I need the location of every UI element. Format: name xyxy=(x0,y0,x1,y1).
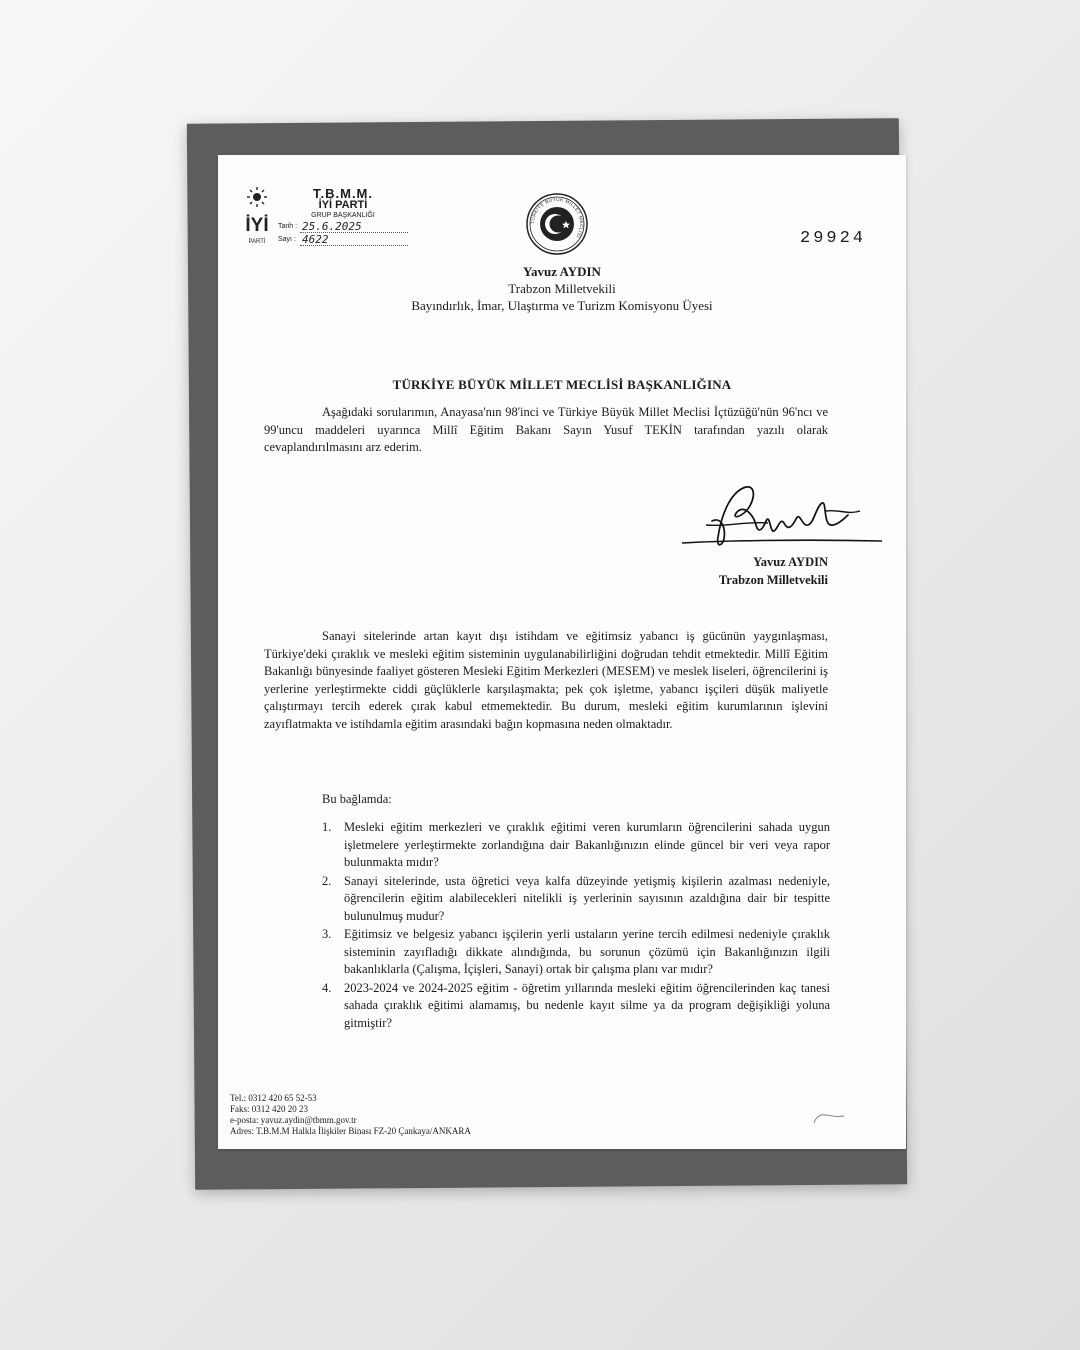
stamp-number-label: Sayı : xyxy=(278,236,296,243)
question-text: Eğitimsiz ve belgesiz yabancı işçilerin yerli ustaların yerine tercih edilmesi nedeniyle çıraklık sisteminin zayıfladığı dikkate alındığında, bu sorunun çözümü için Bakanlığınızın ilgili bakanlıklarla (Çalışma, İçişleri, Sanayi) ortak bir çalışma planı var mıdır? xyxy=(344,927,830,976)
question-number: 2. xyxy=(322,873,332,888)
signature-role: Trabzon Milletvekili xyxy=(718,573,828,587)
question-number: 3. xyxy=(322,927,332,941)
handwritten-signature xyxy=(676,481,886,553)
party-received-stamp xyxy=(278,187,408,246)
question-item xyxy=(322,873,830,926)
contact-footer xyxy=(230,1093,471,1137)
question-text: Mesleki eğitim merkezleri ve çıraklık eğitimi veren kurumların öğrencilerini sahada uygun işletmelere yerleştirmekte zorlandığına dair Bakanlığınızın elinde güncel bir veri veya rapor bulunmakta mıdır? xyxy=(344,820,830,869)
footer-email: e-posta: yavuz.aydin@tbmm.gov.tr xyxy=(230,1115,357,1125)
stamp-date-value: 25.6.2025 xyxy=(300,221,408,233)
seal-text: TÜRKİYE BÜYÜK MİLLET MECLİSİ xyxy=(529,196,585,239)
sender-block xyxy=(218,263,906,314)
context-line: Bu bağlamda: xyxy=(322,792,392,806)
addressee-title: TÜRKİYE BÜYÜK MİLLET MECLİSİ BAŞKANLIĞINA xyxy=(392,377,732,392)
footer-phone: Tel.: 0312 420 65 52-53 xyxy=(230,1093,317,1103)
stamp-party: İYİ PARTİ xyxy=(318,199,368,211)
question-text: Sanayi sitelerinde, usta öğretici veya kalfa düzeyinde yetişmiş kişilerin azalması nedeniyle, öğrencilerin eğitim alabilecekleri nitelikli iş yerlerinin sayısının azaldığına dair bir tespitte bulunulmuş mudur? xyxy=(344,873,830,923)
document-number: 29924 xyxy=(800,229,867,248)
document-page xyxy=(218,155,906,1149)
tbmm-seal-icon xyxy=(526,193,588,255)
stamp-tbmm: T.B.M.M. xyxy=(313,186,373,201)
footer-fax: Faks: 0312 420 20 23 xyxy=(230,1104,309,1114)
logo-subtext: PARTİ xyxy=(248,239,266,245)
sender-committee: Bayındırlık, İmar, Ulaştırma ve Turizm Komisyonu Üyesi xyxy=(411,298,713,313)
stamp-number-value: 4622 xyxy=(300,234,408,246)
question-item xyxy=(322,926,830,979)
footer-address: Adres: T.B.M.M Halkla İlişkiler Binası FZ-20 Çankaya/ANKARA xyxy=(230,1126,471,1136)
signature-name: Yavuz AYDIN xyxy=(753,555,828,569)
signature-block xyxy=(678,553,828,589)
question-number: 1. xyxy=(322,820,332,834)
iyi-party-logo-icon xyxy=(242,185,272,249)
question-item xyxy=(322,819,830,872)
logo-wordmark: İYİ xyxy=(245,215,269,236)
body-paragraph: Sanayi sitelerinde artan kayıt dışı istihdam ve eğitimsiz yabancı iş gücünün yaygınlaşması, Türkiye'deki çıraklık ve mesleki eğitim sisteminin uygulanabilirliğini doğrudan tehdit etmektedir. Millî Eğitim Bakanlığı bünyesinde faaliyet gösteren Mesleki Eğitim Merkezleri (MESEM) ve meslek liseleri, öğrencilerini iş yerlerine yerleştirmekte ciddi güçlüklerle karşılaşmakta; pek çok işletme, yabancı işçileri düşük maliyetle çalıştırmayı tercih ederek çırak kabul etmemektedir. Bu durum, mesleki eğitim kurumlarının işlevini zayıflatmakta ve istihdamla eğitim arasındaki bağın kopmasına neden olmaktadır. xyxy=(264,629,828,731)
sender-role: Trabzon Milletvekili xyxy=(508,281,616,296)
intro-paragraph: Aşağıdaki sorularımın, Anayasa'nın 98'inci ve Türkiye Büyük Millet Meclisi İçtüzüğü'nün 96'ncı ve 99'uncu maddeleri uyarınca Millî Eğitim Bakanı Sayın Yusuf TEKİN tarafından yazılı olarak cevaplandırılmasını arz ederim. xyxy=(264,405,828,454)
question-text: 2023-2024 ve 2024-2025 eğitim - öğretim yıllarında mesleki eğitim öğrencilerinden kaç tanesi sahada çıraklık eğitimi alamamış, bu nedenle kayıt silme ya da program değişikliği yoluna gitmiştir? xyxy=(344,980,830,1030)
pencil-mark xyxy=(810,1111,850,1125)
question-list xyxy=(322,819,830,1033)
stamp-group: GRUP BAŞKANLIĞI xyxy=(311,212,375,219)
stamp-number-row xyxy=(278,233,408,246)
question-number: 4. xyxy=(322,980,332,995)
question-item xyxy=(322,980,830,1033)
stamp-date-label: Tarih : xyxy=(278,223,298,230)
sender-name: Yavuz AYDIN xyxy=(523,264,601,279)
stamp-date-row xyxy=(278,220,408,233)
